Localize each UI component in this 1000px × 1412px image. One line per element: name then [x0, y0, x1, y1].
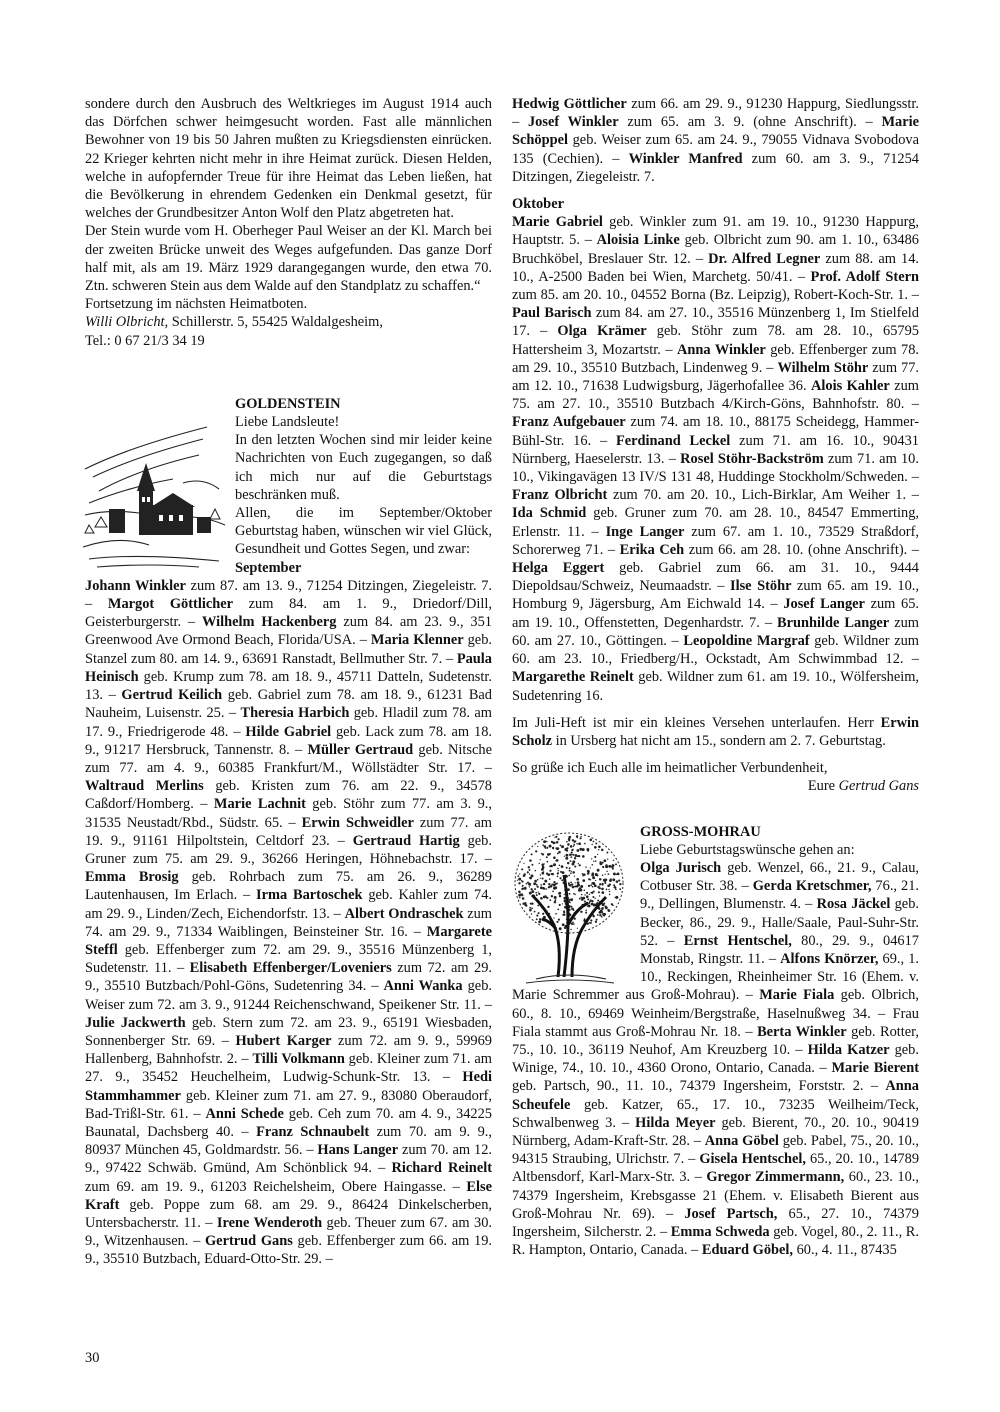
- entry-details: 65., 27. 10., 74379 Ingersheim, Silcherstr. 2. –: [512, 1205, 919, 1240]
- person-name: Olga Jurisch: [640, 859, 722, 876]
- person-name: Paula Heinisch: [85, 650, 492, 685]
- entry-details: geb. Winkler zum 91. am 19. 10., 91230 Happurg, Hauptstr. 5. –: [512, 214, 920, 249]
- person-name: Erwin Scholz: [512, 714, 919, 749]
- person-name: Ida Schmid: [512, 505, 587, 522]
- entry-details: geb. Weiser zum 72. am 3. 9., 91244 Reichenschwand, Speikener Str. 11. –: [85, 978, 492, 1013]
- author-name: Willi Olbricht,: [85, 314, 169, 331]
- person-name: Aloisia Linke: [596, 232, 680, 249]
- person-name: Helga Eggert: [512, 560, 605, 577]
- entry-details: zum 65. am 19. 10., Homburg 9, Jägersburg, Am Eichwald 14. –: [512, 578, 919, 613]
- birthday-list-september: [85, 577, 492, 1269]
- entry-details: geb. Stöhr zum 77. am 3. 9., 31535 Neustadt/Rbd., Südstr. 65. –: [85, 796, 492, 831]
- person-name: Julie Jackwerth: [85, 1014, 186, 1031]
- section-title-goldenstein: GOLDENSTEIN: [235, 395, 341, 412]
- entry-details: zum 87. am 13. 9., 71254 Ditzingen, Ziegeleistr. 7. –: [85, 577, 492, 613]
- entry-details: zum 72. am 29. 9., 35510 Butzbach/Pohl-Göns, Sudetenring 34. –: [85, 960, 492, 995]
- person-name: Margarete Steffl: [85, 923, 492, 958]
- person-name: Hubert Karger: [235, 1032, 332, 1049]
- person-name: Marie Schöppel: [512, 114, 920, 149]
- person-name: Hilda Meyer: [635, 1114, 716, 1131]
- entry-details: 65., 20. 10., 14789 Altbensdorf, Karl-Marx-Str. 3. –: [512, 1151, 920, 1186]
- person-name: Paul Barisch: [512, 305, 592, 322]
- entry-details: zum 74. am 18. 10., 88175 Scheidegg, Hammer-Bühl-Str. 16. –: [512, 414, 919, 449]
- entry-details: zum 75. am 27. 10., 35510 Butzbach 4/Kirch-Göns, Bahnhofstr. 80. –: [512, 378, 919, 413]
- person-name: Waltraud Merlins: [85, 778, 204, 795]
- entry-details: geb. Kristen zum 76. am 22. 9., 34578 Caßdorf/Homberg. –: [85, 778, 492, 813]
- entry-details: zum 66. am 29. 9., 91230 Happurg, Siedlungsstr. –: [512, 96, 920, 131]
- entry-details: zum 77. am 19. 9., 91161 Hilpoltstein, Celtdorf 23. –: [85, 814, 492, 849]
- entry-details: 60., 23. 10., 74379 Ingersheim, Krebsgasse 21 (Ehem. v. Elisabeth Bierent aus Groß-Mohrau Nr. 69). –: [512, 1169, 919, 1222]
- person-name: Berta Winkler: [757, 1023, 847, 1040]
- person-name: Olga Krämer: [557, 323, 647, 340]
- section-title-gross-mohrau: GROSS-MOHRAU: [640, 823, 761, 840]
- entry-details: geb. Effenberger zum 72. am 29. 9., 35516 Münzenberg 1, Sudetenstr. 11. –: [85, 941, 492, 977]
- person-name: Gertrud Keilich: [121, 687, 223, 704]
- person-name: Marie Fiala: [759, 987, 835, 1004]
- person-name: Hedwig Göttlicher: [512, 96, 627, 112]
- entry-details: zum 77. am 12. 10., 71638 Ludwigsburg, Jägerhofallee 36.: [512, 359, 919, 395]
- person-name: Franz Olbricht: [512, 487, 608, 504]
- person-name: Gerda Kretschmer,: [752, 878, 872, 895]
- entry-details: geb. Wildner zum 61. am 19. 10., Wölfersheim, Sudetenring 16.: [512, 669, 920, 704]
- person-name: Hans Langer: [317, 1142, 399, 1159]
- entry-details: geb. Kleiner zum 71. am 27. 9., 83080 Oberaudorf, Bad-Trißl-Str. 61. –: [85, 1087, 492, 1122]
- person-name: Rosel Stöhr-Backström: [680, 450, 824, 467]
- person-name: Ilse Stöhr: [729, 578, 792, 595]
- person-name: Gertraud Hartig: [352, 832, 460, 849]
- person-name: Dr. Alfred Legner: [708, 250, 821, 267]
- person-name: Marie Bierent: [831, 1060, 919, 1077]
- entry-details: zum 72. am 9. 9., 59969 Hallenberg, Bahnhofstr. 2. –: [85, 1032, 492, 1068]
- right-column: [512, 95, 919, 1259]
- entry-details: zum 65. am 19. 10., Offenstetten, Degenhardstr. 7. –: [512, 596, 920, 631]
- entry-details: 80., 29. 9., 04617 Monstab, Ringstr. 11. –: [640, 932, 919, 967]
- entry-details: zum 71. am 16. 10., 90431 Nürnberg, Haeselerstr. 13. –: [512, 432, 920, 467]
- article-paragraph: sondere durch den Ausbruch des Weltkrieges im August 1914 auch das Dörfchen schwer heimgesucht worden. Fast alle männlichen Bewohner von 19 bis 50 Jahren mußten zu Kriegsdiensten einrücken. 22 Krieger kehrten nicht mehr in ihre Heimat zurück. Diesen Helden, welche in aufopfernder Treue für ihre Heimat das Leben ließen, hat die Bevölkerung in ehrendem Gedenken ein Denkmal gesetzt, für welches der Grundbesitzer Anton Wolf den Platz abgetreten hat.: [85, 96, 492, 222]
- person-name: Josef Winkler: [527, 114, 619, 131]
- person-name: Anna Winkler: [677, 341, 766, 358]
- person-name: Prof. Adolf Stern: [810, 268, 919, 285]
- person-name: Ferdinand Leckel: [615, 432, 731, 449]
- entry-details: geb. Hladil zum 78. am 17. 9., Friedrigerode 48. –: [85, 705, 492, 740]
- entry-details: geb. Gruner zum 75. am 29. 9., 36266 Heringen, Höhnebachstr. 17. –: [85, 832, 492, 867]
- entry-details: geb. Weiser zum 65. am 24. 9., 79055 Vidnava Svobodova 135 (Cechien). –: [512, 132, 919, 167]
- month-heading-oktober: Oktober: [512, 196, 564, 213]
- entry-details: geb. Effenberger zum 78. am 29. 10., 35510 Butzbach, Lindenweg 9. –: [512, 341, 920, 376]
- person-name: Inge Langer: [605, 523, 685, 540]
- page-number: 30: [85, 1350, 100, 1366]
- person-name: Leopoldine Margraf: [683, 632, 810, 649]
- entry-details: geb. Poppe zum 68. am 29. 9., 86424 Dinkelscherben, Untersbacherstr. 11. –: [85, 1196, 492, 1231]
- person-name: Margarethe Reinelt: [512, 669, 634, 686]
- signature-name: Gertrud Gans: [838, 778, 919, 795]
- person-name: Else Kraft: [85, 1178, 492, 1213]
- entry-details: 60., 4. 11., 87435: [793, 1242, 897, 1259]
- entry-details: zum 60. am 27. 10., Göttingen. –: [512, 614, 919, 649]
- entry-details: geb. Krump zum 78. am 18. 9., 45711 Datteln, Sudetenstr. 13. –: [85, 668, 492, 704]
- entry-details: geb. Katzer, 65., 17. 10., 73235 Weilheim/Teck, Schwalbenweg 3. –: [512, 1096, 919, 1131]
- entry-details: geb. Pabel, 75., 20. 10., 94315 Straubing, Ulrichstr. 7. –: [512, 1132, 919, 1168]
- person-name: Gertrud Gans: [204, 1233, 293, 1250]
- entry-details: geb. Rotter, 75., 10. 10., 36119 Neuhof, Am Kreuzberg 10. –: [512, 1023, 919, 1058]
- entry-details: zum 70. am 20. 10., Lich-Birklar, Am Weiher 1. –: [607, 487, 919, 504]
- person-name: Albert Ondraschek: [344, 905, 464, 922]
- person-name: Johann Winkler: [85, 577, 186, 594]
- person-name: Irene Wenderoth: [216, 1214, 323, 1231]
- article-paragraph: Der Stein wurde vom H. Oberheger Paul Weiser an der Kl. March bei der zweiten Brücke unweit des Weges aufgefunden. Das ganze Dorf half mit, als am 19. März 1929 darangegangen wurde, den etwa 70. Ztn. schweren Stein aus dem Walde auf den Standplatz zu schaffen.“: [85, 223, 492, 295]
- closing-line: So grüße ich Euch alle im heimatlicher Verbundenheit,: [512, 760, 828, 777]
- entry-details: geb. Partsch, 90., 11. 10., 74379 Ingersheim, Forststr. 2. –: [512, 1078, 886, 1095]
- person-name: Brunhilde Langer: [777, 614, 890, 631]
- entry-details: zum 85. am 20. 10., 04552 Borna (Bz. Leipzig), Robert-Koch-Str. 1. –: [512, 287, 919, 304]
- entry-details: 76., 21. 9., Dellingen, Blumenstr. 4. –: [640, 878, 920, 913]
- person-name: Ernst Hentschel,: [683, 932, 792, 949]
- entry-details: geb. Olbricht zum 90. am 1. 10., 63486 Bruchköbel, Breslauer Str. 12. –: [512, 232, 919, 267]
- person-name: Anna Scheufele: [512, 1078, 919, 1113]
- person-name: Emma Schweda: [670, 1223, 770, 1240]
- entry-details: zum 67. am 1. 10., 73529 Straßdorf, Schorerweg 71. –: [512, 523, 919, 558]
- entry-details: geb. Theuer zum 67. am 30. 9., Witzenhausen. –: [85, 1214, 492, 1250]
- person-name: Eduard Göbel,: [701, 1242, 794, 1259]
- entry-details: geb. Nitsche zum 77. am 4. 9., 60385 Frankfurt/M., Wöllstädter Str. 17. –: [85, 741, 493, 776]
- article-paragraph: Fortsetzung im nächsten Heimatboten.: [85, 296, 308, 313]
- entry-details: geb. Gruner zum 70. am 28. 10., 84547 Emmerting, Erlenstr. 11. –: [512, 505, 920, 540]
- entry-details: geb. Bierent, 70., 20. 10., 90419 Nürnberg, Adam-Kraft-Str. 28. –: [512, 1114, 919, 1149]
- entry-details: geb. Kahler zum 74. am 29. 9., Linden/Zech, Eichendorfstr. 13. –: [85, 887, 492, 922]
- entry-details: zum 71. am 10. 10., Vikingavägen 13 IV/S 131 48, Huddinge Stockholm/Schweden. –: [512, 450, 919, 486]
- author-signature: [85, 313, 492, 331]
- person-name: Gregor Zimmermann,: [706, 1169, 845, 1186]
- entry-details: zum 84. am 27. 10., 35516 Münzenberg 1, Im Stielfeld 17. –: [512, 305, 919, 340]
- person-name: Anni Wanka: [383, 978, 463, 995]
- person-name: Anna Göbel: [704, 1132, 779, 1149]
- entry-details: zum 69. am 19. 9., 61203 Reichelsheim, Obere Haingasse. –: [85, 1178, 467, 1195]
- entry-details: zum 84. am 23. 9., 351 Greenwood Ave Ormond Beach, Florida/USA. –: [85, 614, 492, 649]
- entry-details: geb. Vogel, 80., 2. 11., R. R. Hampton, Ontario, Canada. –: [512, 1223, 919, 1259]
- church-landscape-illustration: [79, 397, 229, 569]
- person-name: Müller Gertraud: [307, 741, 414, 758]
- entry-details: geb. Gabriel zum 78. am 18. 9., 61231 Bad Nauheim, Luisenstr. 25. –: [85, 687, 492, 722]
- person-name: Wilhelm Hackenberg: [201, 614, 337, 631]
- greeting: Liebe Landsleute!: [235, 414, 340, 431]
- entry-details: zum 66. am 28. 10. (ohne Anschrift). –: [684, 541, 919, 558]
- tree-illustration: [506, 825, 632, 985]
- entry-details: geb. Wenzel, 66., 21. 9., Calau, Cotbuser Str. 38. –: [640, 859, 919, 895]
- left-column: [85, 95, 492, 1269]
- person-name: Josef Langer: [783, 596, 865, 613]
- person-name: Irma Bartoschek: [256, 887, 363, 904]
- entry-details: geb. Kleiner zum 71. am 27. 9., 35452 Heuchelheim, Ludwig-Schunk-Str. 13. –: [85, 1051, 492, 1086]
- person-name: Hedi Stammhammer: [85, 1069, 492, 1104]
- person-name: Hilda Katzer: [807, 1041, 890, 1058]
- birthday-list-september-continued: [512, 95, 919, 186]
- entry-details: geb. Rohrbach zum 75. am 26. 9., 36289 Lautenhausen, Im Erlach. –: [85, 869, 492, 904]
- entry-details: zum 84. am 1. 9., Driedorf/Dill, Geisterburgerstr. –: [85, 596, 492, 631]
- person-name: Anni Schede: [205, 1105, 284, 1122]
- entry-details: geb. Stern zum 72. am 23. 9., 65191 Wiesbaden, Sonnenberger Str. 69. –: [85, 1014, 492, 1049]
- person-name: Maria Klenner: [370, 632, 464, 649]
- person-name: Franz Aufgebauer: [512, 414, 626, 431]
- entry-details: geb. Olbrich, 60., 8. 10., 69469 Weinheim/Bergstraße, Haselnußweg 34. – Frau Fiala stammt aus Groß-Mohrau Nr. 18. –: [512, 987, 919, 1040]
- person-name: Marie Lachnit: [213, 796, 306, 813]
- correction-note: Im Juli-Heft ist mir ein kleines Versehen unterlaufen. Herr Erwin Scholz in Ursberg hat nicht am 15., sondern am 2. 7. Geburtstag.: [512, 714, 919, 749]
- person-name: Alfons Knörzer,: [780, 950, 879, 967]
- entry-details: zum 74. am 29. 9., 71334 Waiblingen, Beinsteiner Str. 16. –: [85, 905, 492, 940]
- person-name: Richard Reinelt: [391, 1160, 492, 1177]
- person-name: Franz Schnaubelt: [256, 1123, 370, 1140]
- person-name: Erika Ceh: [619, 541, 685, 558]
- entry-details: geb. Ceh zum 70. am 4. 9., 34225 Baunatal, Dachsberg 40. –: [85, 1105, 492, 1140]
- birthday-list-oktober: [512, 213, 919, 704]
- entry-details: geb. Stöhr zum 78. am 28. 10., 65795 Hattersheim 3, Mozartstr. –: [512, 323, 919, 358]
- entry-details: geb. Gabriel zum 66. am 31. 10., 9444 Diepoldsau/Schweiz, Neumaadstr. –: [512, 560, 920, 595]
- person-name: Tilli Volkmann: [252, 1051, 345, 1068]
- entry-details: zum 70. am 9. 9., 80937 München 45, Goldmardstr. 56. –: [85, 1123, 492, 1159]
- author-phone: Tel.: 0 67 21/3 34 19: [85, 332, 205, 349]
- article-paragraph: In den letzten Wochen sind mir leider keine Nachrichten von Euch zugegangen, so daß ich mich nur auf die Geburtstags beschränken muß.: [235, 432, 492, 503]
- person-name: Josef Partsch,: [684, 1205, 778, 1222]
- entry-details: geb. Stanzel zum 80. am 14. 9., 63691 Ranstadt, Bellmuther Str. 7. –: [85, 632, 492, 667]
- article-paragraph: Allen, die im September/Oktober Geburtstag haben, wünschen wir viel Glück, Gesundheit und Gottes Segen, und zwar:: [235, 505, 492, 558]
- entry-details: zum 70. am 12. 9., 97422 Schwäb. Gmünd, Am Schönblick 94. –: [85, 1142, 492, 1177]
- person-name: Winkler Manfred: [628, 150, 743, 167]
- person-name: Gisela Hentschel,: [699, 1151, 807, 1168]
- person-name: Theresia Harbich: [240, 705, 350, 722]
- entry-details: zum 60. am 3. 9., 71254 Ditzingen, Ziegeleistr. 7.: [512, 150, 920, 185]
- person-name: Marie Gabriel: [512, 214, 603, 231]
- person-name: Hilde Gabriel: [245, 723, 332, 740]
- entry-details: 69., 1. 10., Reckingen, Rheinheimer Str. 16 (Ehem. v. Marie Schremmer aus Groß-Mohrau). –: [512, 950, 920, 1004]
- entry-details: zum 65. am 3. 9. (ohne Anschrift). –: [618, 114, 882, 131]
- month-heading-september: September: [235, 559, 302, 576]
- intro-line: Liebe Geburtstagswünsche gehen an:: [640, 841, 855, 858]
- author-address: Schillerstr. 5, 55425 Waldalgesheim,: [168, 314, 383, 331]
- person-name: Alois Kahler: [810, 378, 890, 395]
- person-name: Wilhelm Stöhr: [777, 359, 869, 376]
- entry-details: geb. Effenberger zum 66. am 19. 9., 35510 Butzbach, Eduard-Otto-Str. 29. –: [85, 1233, 492, 1268]
- person-name: Elisabeth Effenberger/Loveniers: [189, 960, 392, 977]
- person-name: Erwin Schweidler: [301, 814, 414, 831]
- entry-details: geb. Winige, 74., 10. 10., 4360 Orono, Ontario, Canada. –: [512, 1041, 919, 1077]
- person-name: Margot Göttlicher: [107, 596, 233, 613]
- entry-details: geb. Wildner zum 60. am 23. 10., Friedberg/H., Ockstadt, Am Schwimmbad 12. –: [512, 632, 919, 668]
- entry-details: geb. Lack zum 78. am 18. 9., 91217 Hersbruck, Tannenstr. 8. –: [85, 723, 492, 758]
- entry-details: zum 88. am 14. 10., A-2500 Baden bei Wien, Marchetg. 50/41. –: [512, 250, 919, 285]
- entry-details: geb. Becker, 86., 29. 9., Halle/Saale, Paul-Suhr-Str. 52. –: [640, 896, 919, 949]
- person-name: Rosa Jäckel: [816, 896, 891, 913]
- closing-signature: Eure Gertrud Gans: [807, 778, 919, 795]
- person-name: Emma Brosig: [85, 869, 179, 886]
